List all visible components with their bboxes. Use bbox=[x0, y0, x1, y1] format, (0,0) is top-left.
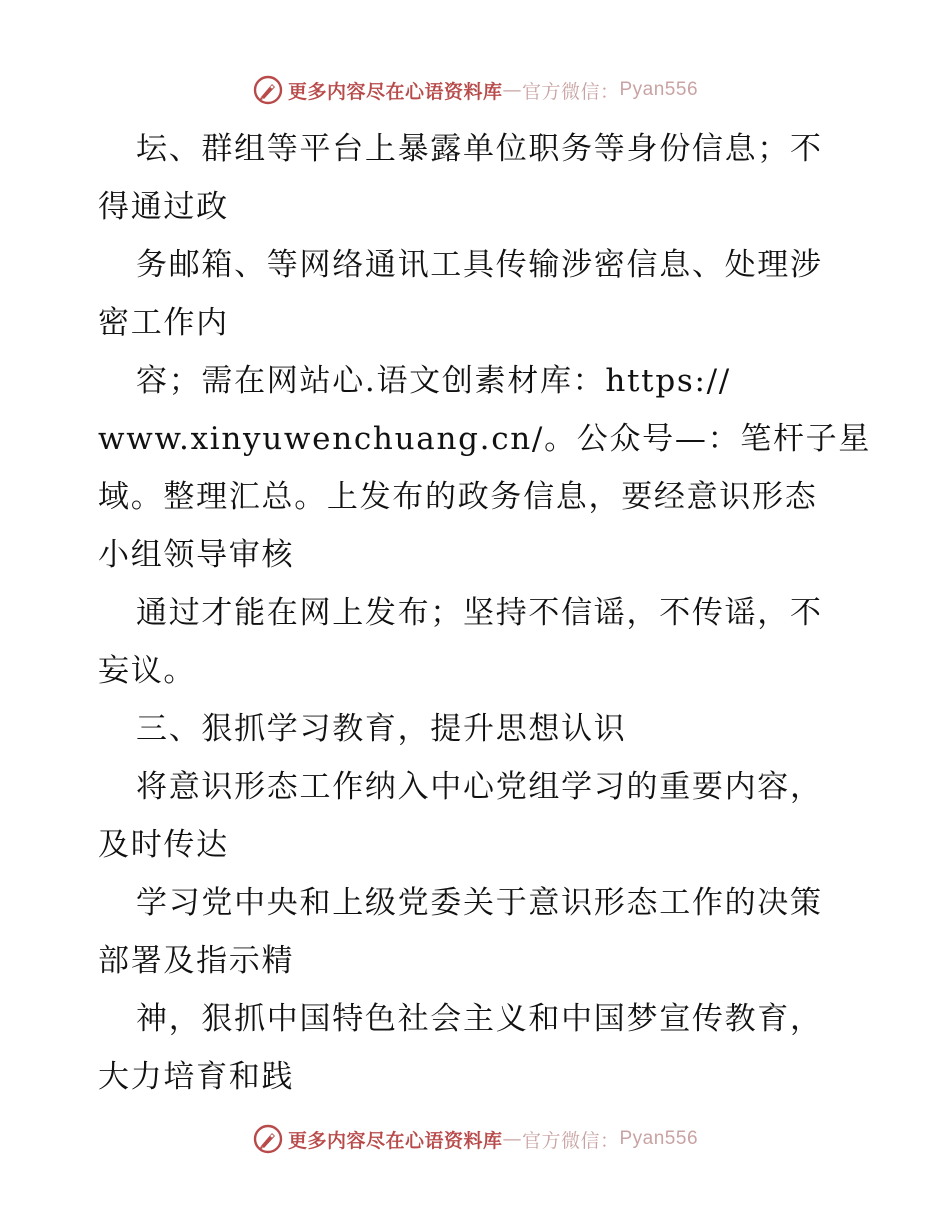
banner-main-text: 更多内容尽在心语资料库 bbox=[287, 80, 503, 103]
text-line: 学习党中央和上级党委关于意识形态工作的决策 bbox=[136, 885, 823, 921]
pen-nib-logo-icon bbox=[252, 74, 284, 106]
banner-dash: — bbox=[502, 1128, 522, 1150]
banner-sub-text: 官方微信： bbox=[521, 1129, 620, 1152]
banner-wechat-id: Pyan556 bbox=[619, 79, 699, 100]
section-heading: 三、狠抓学习教育，提升思想认识 bbox=[136, 711, 627, 747]
pen-nib-logo-icon bbox=[252, 1123, 284, 1155]
banner-main-text: 更多内容尽在心语资料库 bbox=[287, 1129, 503, 1152]
banner-sub-text: 官方微信： bbox=[521, 80, 620, 103]
text-line: 通过才能在网上发布；坚持不信谣，不传谣，不 bbox=[136, 595, 823, 631]
text-line: 小组领导审核 bbox=[98, 537, 295, 573]
text-line: 及时传达 bbox=[98, 827, 229, 863]
text-line: 得通过政 bbox=[98, 189, 229, 225]
footer-banner bbox=[0, 1119, 950, 1159]
text-line: 部署及指示精 bbox=[98, 943, 295, 979]
banner-wechat-id: Pyan556 bbox=[619, 1128, 699, 1149]
text-line: 密工作内 bbox=[98, 305, 229, 341]
banner-dash: — bbox=[502, 79, 522, 101]
text-line: 域。整理汇总。上发布的政务信息，要经意识形态 bbox=[98, 479, 818, 515]
text-line: www.xinyuwenchuang.cn/。公众号—：笔杆子星 bbox=[98, 421, 872, 457]
text-line: 容；需在网站心.语文创素材库：https:// bbox=[136, 363, 731, 399]
text-line: 神，狠抓中国特色社会主义和中国梦宣传教育， bbox=[136, 1001, 823, 1037]
text-line: 将意识形态工作纳入中心党组学习的重要内容， bbox=[136, 769, 823, 805]
text-line: 大力培育和践 bbox=[98, 1059, 295, 1095]
header-banner bbox=[0, 70, 950, 110]
text-line: 坛、群组等平台上暴露单位职务等身份信息；不 bbox=[136, 131, 823, 167]
text-line: 妄议。 bbox=[98, 653, 197, 689]
document-body bbox=[98, 120, 872, 1106]
text-line: 务邮箱、等网络通讯工具传输涉密信息、处理涉 bbox=[136, 247, 823, 283]
